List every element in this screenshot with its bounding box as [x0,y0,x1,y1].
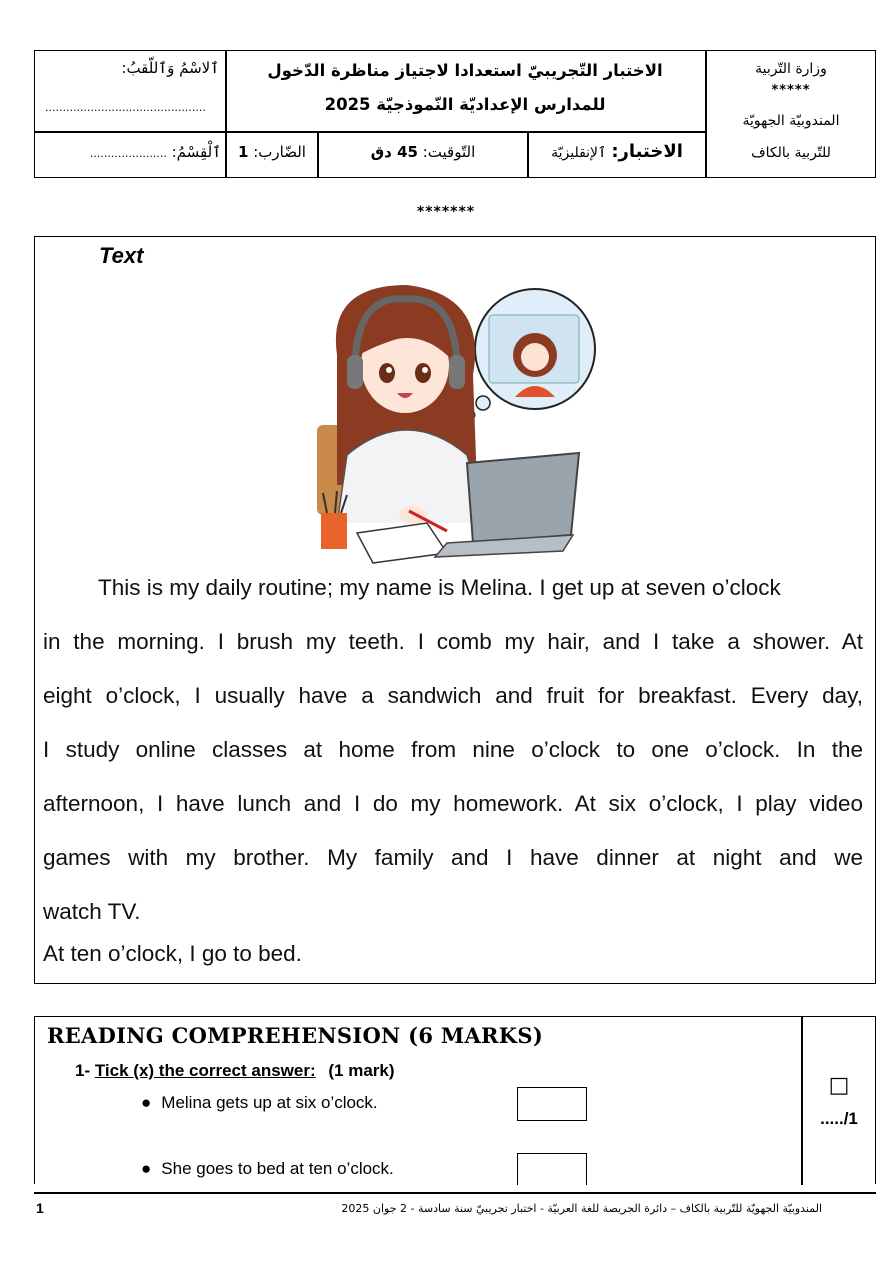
student-name-field[interactable]: .............................................. [45,101,206,114]
header-divider [317,131,319,177]
question-number: 1- [75,1061,91,1080]
class-field[interactable]: ...................... [89,147,167,160]
ministry-name: وزارة التّربية [755,61,827,77]
coefficient [229,143,315,161]
text-line: I study online classes at home from nine o’clock to one o’clock. In the [43,737,863,762]
exam-title-line1: الاختبار التّجريبيّ استعدادا لاجتياز مناظرة الدّخول [267,61,663,80]
girl-studying-illustration [297,285,597,569]
score-column-divider [801,1017,803,1185]
score-field: ...../1 [820,1109,858,1128]
text-line: in the morning. I brush my teeth. I comb my hair, and I take a shower. At [43,629,863,654]
text-line: watch TV. [43,899,141,924]
footer-rule [34,1192,876,1194]
regional-office-line2: للتّربية بالكاف [751,145,831,161]
footer-text: المندوبيّة الجهويّة للتّربية بالكاف – دائرة الجريصة للغة العربيّة - اختبار تجريبيّ سنة سادسة - 2 جوان 2025 [341,1202,822,1215]
subject [531,141,703,162]
section-title: READING COMPREHENSION (6 MARKS) [47,1023,544,1048]
student-name-label: ٱلاسْمُ وَٱللّقبُ: [121,59,219,77]
text-line: This is my daily routine; my name is Melina. I get up at seven o’clock [98,575,781,600]
question-marks: (1 mark) [328,1061,395,1080]
class-row [41,143,221,161]
regional-office-line1: المندوبيّة الجهويّة [742,113,840,129]
coefficient-label: الضّارب: [253,143,306,161]
question-instruction: Tick (x) the correct answer: [94,1061,316,1080]
text-line: afternoon, I have lunch and I do my homework. At six o’clock, I play video [43,791,863,816]
score-checkbox-icon: □ [828,1073,850,1098]
subject-label: الاختبار: [611,141,683,162]
duration-label: التّوقيت: [422,143,476,161]
answer-option-text: She goes to bed at ten o’clock. [161,1159,394,1178]
exam-title-line2: للمدارس الإعداديّة النّموذجيّة 2025 [324,95,606,114]
question-1-instruction [75,1061,395,1081]
text-line: eight o’clock, I usually have a sandwich and fruit for breakfast. Every day, [43,683,863,708]
text-heading: Text [99,243,144,268]
tick-box[interactable] [517,1087,587,1121]
answer-option [141,1159,394,1179]
subject-value: ٱلإنقليزيّة [551,145,607,161]
page-number: 1 [36,1200,44,1216]
separator-stars: ******* [416,204,476,220]
bullet-icon: ● [141,1159,152,1178]
bullet-icon: ● [141,1093,152,1112]
class-label: ٱلْقِسْمُ: [171,143,221,161]
text-line: games with my brother. My family and I have dinner at night and we [43,845,863,870]
reading-text-box [34,236,876,984]
reading-comprehension-section [34,1016,876,1184]
header-divider [527,131,529,177]
text-line: At ten o’clock, I go to bed. [43,941,302,966]
duration [321,143,525,161]
header-divider [35,131,705,133]
answer-option [141,1093,378,1113]
tick-box[interactable] [517,1153,587,1185]
exam-header [34,50,876,178]
answer-option-text: Melina gets up at six o’clock. [161,1093,378,1112]
duration-value: 45 دق [370,143,418,161]
coefficient-value: 1 [238,143,249,161]
ministry-stars: ***** [771,83,811,98]
